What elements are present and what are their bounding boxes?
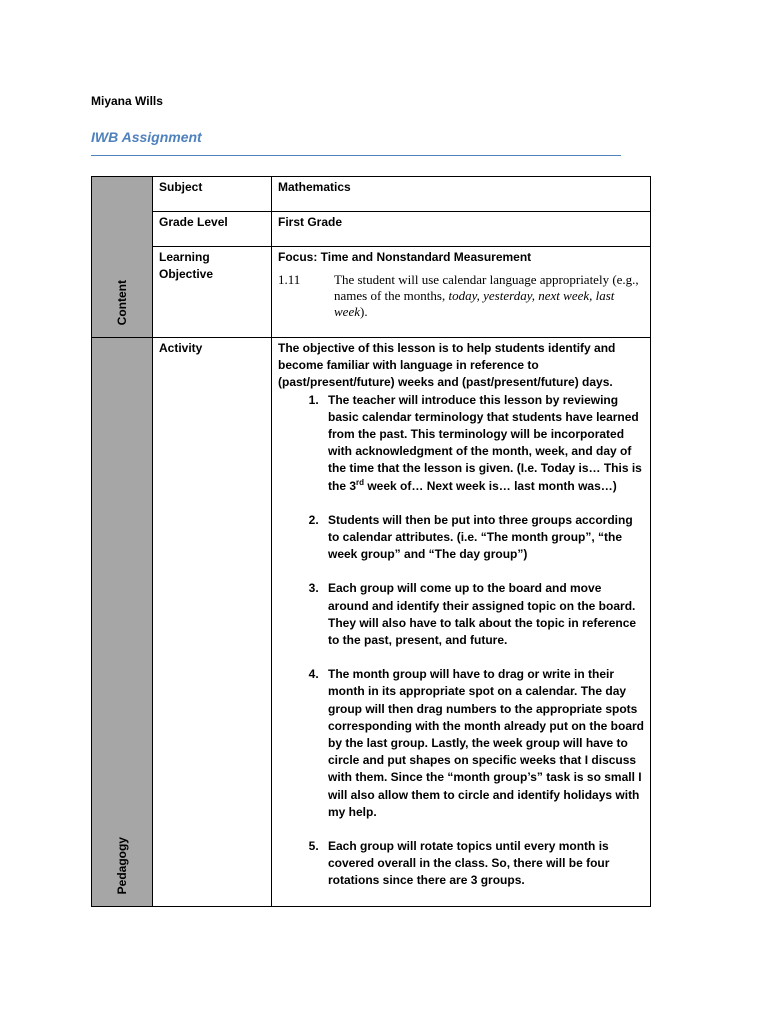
grade-row bbox=[92, 212, 651, 247]
section-content bbox=[92, 177, 153, 338]
section-pedagogy bbox=[92, 338, 153, 907]
activity-label: Activity bbox=[153, 338, 272, 907]
activity-steps bbox=[278, 392, 644, 890]
lesson-plan-table bbox=[91, 176, 651, 907]
activity-intro: The objective of this lesson is to help students identify and become familiar with language in reference to (past/present/future) weeks and (past/present/future) days. bbox=[278, 341, 616, 390]
objective-label-line2: Objective bbox=[159, 267, 214, 282]
section-pedagogy-label: Pedagogy bbox=[115, 837, 129, 895]
list-item: 3. Each group will come up to the board and move around and identify their assigned topic on the board. They will also have to talk about the topic in reference to the past, present, and future. bbox=[322, 580, 644, 649]
title-underline bbox=[91, 155, 621, 156]
list-item: 2. Students will then be put into three groups according to calendar attributes. (i.e. “The month group”, “the week group” and “The day group”) bbox=[322, 512, 644, 564]
standard-text-a: The student will use calendar language appropriately (e.g., names of the months, bbox=[334, 272, 639, 304]
subject-label: Subject bbox=[153, 177, 272, 212]
standard-text bbox=[334, 272, 644, 320]
objective-value bbox=[272, 247, 651, 338]
objective-standard bbox=[278, 272, 644, 320]
list-item: 4. The month group will have to drag or write in their month in its appropriate spot on a calendar. The day group will then drag numbers to the appropriate spots corresponding with the month already put on the board by the last group. Lastly, the week group will have to circle and put shapes on specific weeks that I discuss with them. Since the “month group’s” task is so small I will also allow them to circle and identify holidays with my help. bbox=[322, 666, 644, 821]
objective-label-line1: Learning bbox=[159, 250, 210, 264]
section-content-label: Content bbox=[115, 280, 129, 326]
subject-row bbox=[92, 177, 651, 212]
standard-number: 1.11 bbox=[278, 272, 301, 288]
document-title: IWB Assignment bbox=[91, 129, 202, 145]
list-item: 5. Each group will rotate topics until every month is covered overall in the class. So, there will be four rotations since there are 3 groups. bbox=[322, 838, 644, 890]
standard-text-italic: today, yesterday, next week, last week bbox=[334, 288, 615, 320]
list-item bbox=[322, 392, 644, 495]
objective-row bbox=[92, 247, 651, 338]
standard-text-b: ). bbox=[359, 304, 368, 320]
step-1-superscript: rd bbox=[356, 477, 365, 487]
grade-value: First Grade bbox=[272, 212, 651, 247]
activity-value bbox=[272, 338, 651, 907]
objective-focus: Focus: Time and Nonstandard Measurement bbox=[278, 250, 532, 264]
subject-value: Mathematics bbox=[272, 177, 651, 212]
step-1-text-b: week of… Next week is… last month was…) bbox=[364, 478, 617, 493]
objective-label bbox=[153, 247, 272, 338]
author-name: Miyana Wills bbox=[91, 94, 163, 108]
grade-label: Grade Level bbox=[153, 212, 272, 247]
step-1-text-a: The teacher will introduce this lesson by reviewing basic calendar terminology that students have learned from the past. This terminology will be incorporated with acknowledgment of the month, week, and day of the time that the lesson is given. (I.e. Today is… This is the 3 bbox=[328, 392, 642, 493]
activity-row bbox=[92, 338, 651, 907]
